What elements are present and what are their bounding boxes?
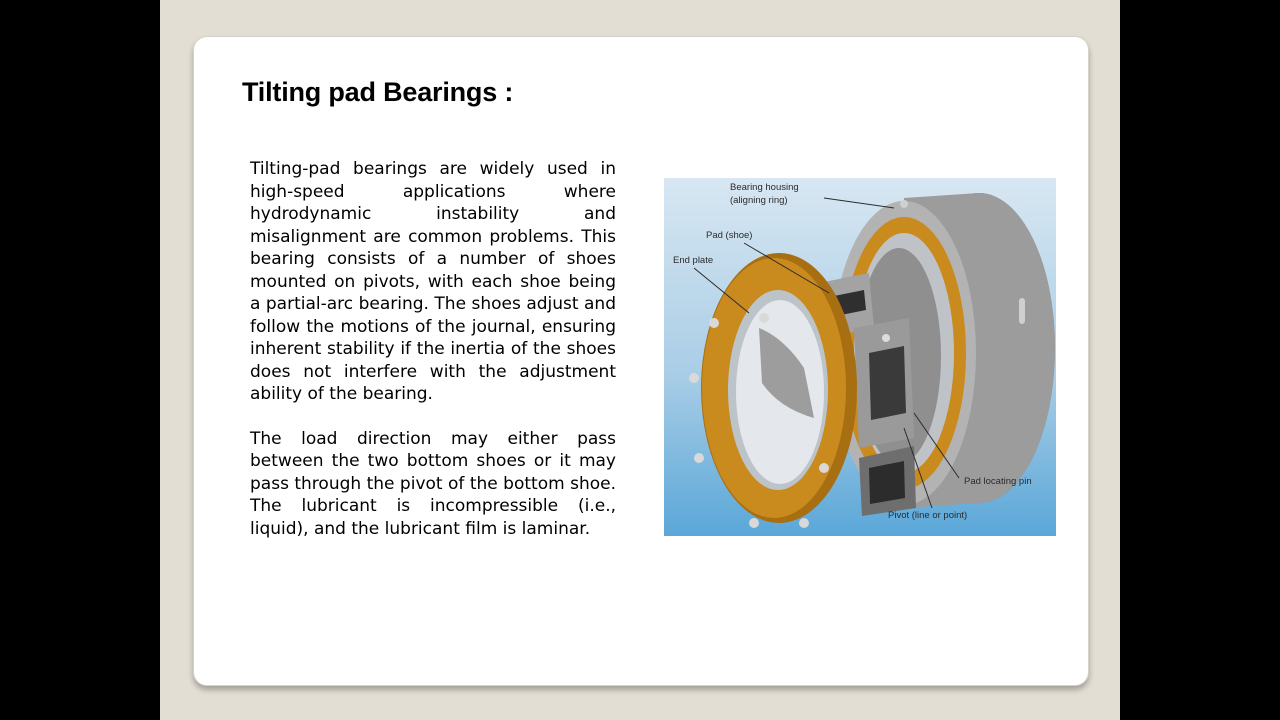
paragraph-load-direction: The load direction may either pass between the two bottom shoes or it may pass through the pivot of the bottom shoe. The lubricant is incompressible (i.e., liquid), and the lubricant film is laminar. [250, 428, 616, 539]
label-aligning-ring: (aligning ring) [730, 195, 788, 206]
label-pad-locating-pin: Pad locating pin [964, 476, 1032, 487]
label-bearing-housing: Bearing housing [730, 182, 799, 193]
slide-title: Tilting pad Bearings : [242, 77, 514, 107]
paragraph-description: Tilting-pad bearings are widely used in high-speed applications where hydrodynamic instability and misalignment are common problems. This bearing consists of a number of shoes mounted on pivots, with each shoe being a partial-arc bearing. The shoes adjust and follow the motions of the journal, ensuring inherent stability if the inertia of the shoes does not interfere with the adjustment ability of the bearing. [250, 159, 616, 404]
slide-background [160, 0, 1120, 720]
end-plate-shape [689, 253, 857, 528]
bearing-diagram-image [664, 178, 1056, 536]
slide-card [193, 36, 1089, 686]
label-pad-shoe: Pad (shoe) [706, 230, 753, 241]
label-end-plate: End plate [673, 255, 714, 266]
bearing-diagram-svg [664, 178, 1056, 536]
label-pivot: Pivot (line or point) [888, 510, 968, 521]
body-text [250, 158, 616, 540]
